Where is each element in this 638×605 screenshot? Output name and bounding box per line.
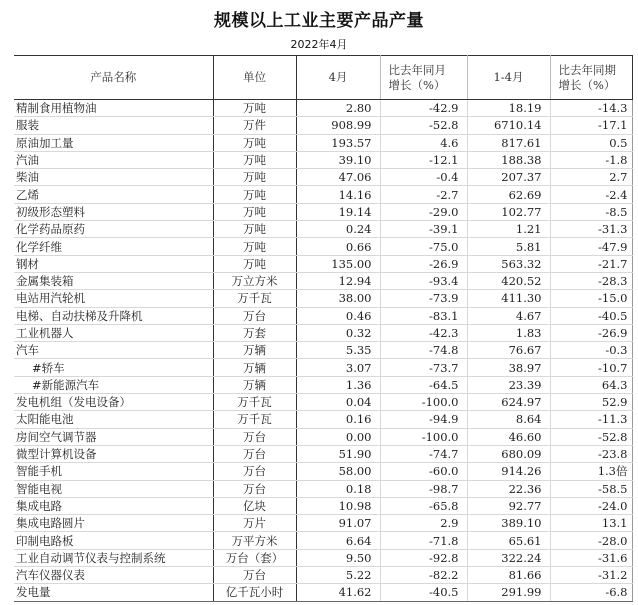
- table-header-row: [14, 56, 632, 100]
- month-value-cell: 5.22: [296, 567, 380, 584]
- cumulative-growth-cell: -23.8: [550, 445, 632, 462]
- cumulative-growth-cell: -31.2: [550, 567, 632, 584]
- unit-cell: 亿千瓦小时: [213, 584, 296, 601]
- table-row: [14, 255, 632, 272]
- table-row: [14, 134, 632, 151]
- product-name-cell: 集成电路: [14, 497, 213, 514]
- column-header-cumulative: 1-4月: [467, 56, 550, 100]
- month-growth-cell: -0.4: [380, 169, 467, 186]
- product-name-cell: 精制食用植物油: [14, 100, 213, 117]
- unit-cell: 万吨: [213, 221, 296, 238]
- month-growth-cell: -83.1: [380, 307, 467, 324]
- table-body: [14, 100, 632, 602]
- cumulative-growth-cell: 2.7: [550, 169, 632, 186]
- column-header-product-name: 产品名称: [14, 56, 213, 100]
- month-value-cell: 1.36: [296, 376, 380, 393]
- month-growth-cell: -94.9: [380, 411, 467, 428]
- month-growth-cell: -98.7: [380, 480, 467, 497]
- cumulative-growth-cell: -47.9: [550, 238, 632, 255]
- month-value-cell: 12.94: [296, 272, 380, 289]
- month-growth-cell: -65.8: [380, 497, 467, 514]
- unit-cell: 万千瓦: [213, 394, 296, 411]
- cumulative-growth-cell: -21.7: [550, 255, 632, 272]
- table-row: [14, 584, 632, 601]
- cumulative-value-cell: 322.24: [467, 549, 550, 566]
- month-value-cell: 38.00: [296, 290, 380, 307]
- product-name-cell: 印制电路板: [14, 532, 213, 549]
- month-growth-cell: -100.0: [380, 428, 467, 445]
- month-growth-cell: -42.3: [380, 324, 467, 341]
- product-name-cell: 乙烯: [14, 186, 213, 203]
- month-value-cell: 0.24: [296, 221, 380, 238]
- cumulative-value-cell: 23.39: [467, 376, 550, 393]
- product-name-cell: 电站用汽轮机: [14, 290, 213, 307]
- month-value-cell: 5.35: [296, 342, 380, 359]
- cumulative-value-cell: 624.97: [467, 394, 550, 411]
- cumulative-growth-cell: -0.3: [550, 342, 632, 359]
- unit-cell: 万台: [213, 307, 296, 324]
- unit-cell: 万辆: [213, 376, 296, 393]
- cum-growth-label-line1: 比去年同期: [558, 62, 616, 77]
- table-row: [14, 394, 632, 411]
- cumulative-value-cell: 6710.14: [467, 117, 550, 134]
- month-growth-cell: -73.9: [380, 290, 467, 307]
- product-name-cell: 电梯、自动扶梯及升降机: [14, 307, 213, 324]
- month-value-cell: 0.00: [296, 428, 380, 445]
- cumulative-value-cell: 65.61: [467, 532, 550, 549]
- product-name-cell: 汽车: [14, 342, 213, 359]
- month-value-cell: 193.57: [296, 134, 380, 151]
- cumulative-growth-cell: -58.5: [550, 480, 632, 497]
- table-row: [14, 411, 632, 428]
- column-header-unit: 单位: [213, 56, 296, 100]
- cumulative-value-cell: 22.36: [467, 480, 550, 497]
- product-output-table: [14, 55, 633, 602]
- table-row: [14, 324, 632, 341]
- cumulative-value-cell: 914.26: [467, 463, 550, 480]
- unit-cell: 万吨: [213, 203, 296, 220]
- product-name-cell: 初级形态塑料: [14, 203, 213, 220]
- unit-cell: 万件: [213, 117, 296, 134]
- month-growth-label-line2: 增长（%）: [388, 77, 446, 92]
- cumulative-growth-cell: -31.6: [550, 549, 632, 566]
- cumulative-value-cell: 18.19: [467, 100, 550, 117]
- cumulative-value-cell: 76.67: [467, 342, 550, 359]
- product-name-cell: 原油加工量: [14, 134, 213, 151]
- unit-cell: 万套: [213, 324, 296, 341]
- product-name-cell: 发电量: [14, 584, 213, 601]
- cumulative-growth-cell: -31.3: [550, 221, 632, 238]
- table-row: [14, 221, 632, 238]
- column-header-month: 4月: [296, 56, 380, 100]
- cumulative-growth-cell: -26.9: [550, 324, 632, 341]
- month-value-cell: 91.07: [296, 515, 380, 532]
- cumulative-value-cell: 38.97: [467, 359, 550, 376]
- cumulative-value-cell: 188.38: [467, 151, 550, 168]
- month-value-cell: 58.00: [296, 463, 380, 480]
- unit-cell: 万辆: [213, 342, 296, 359]
- cumulative-value-cell: 680.09: [467, 445, 550, 462]
- product-name-cell: 房间空气调节器: [14, 428, 213, 445]
- product-name-cell: #轿车: [14, 359, 213, 376]
- cumulative-value-cell: 8.64: [467, 411, 550, 428]
- cumulative-growth-cell: -17.1: [550, 117, 632, 134]
- unit-cell: 亿块: [213, 497, 296, 514]
- cumulative-growth-cell: 13.1: [550, 515, 632, 532]
- month-value-cell: 0.66: [296, 238, 380, 255]
- cumulative-growth-cell: -6.8: [550, 584, 632, 601]
- table-row: [14, 203, 632, 220]
- product-name-cell: 太阳能电池: [14, 411, 213, 428]
- product-name-cell: 智能手机: [14, 463, 213, 480]
- cumulative-value-cell: 62.69: [467, 186, 550, 203]
- cumulative-growth-cell: -1.8: [550, 151, 632, 168]
- month-growth-cell: -71.8: [380, 532, 467, 549]
- month-value-cell: 10.98: [296, 497, 380, 514]
- product-name-cell: 微型计算机设备: [14, 445, 213, 462]
- unit-cell: 万台: [213, 480, 296, 497]
- month-value-cell: 135.00: [296, 255, 380, 272]
- product-name-cell: 化学药品原药: [14, 221, 213, 238]
- cumulative-value-cell: 1.21: [467, 221, 550, 238]
- month-value-cell: 41.62: [296, 584, 380, 601]
- month-value-cell: 3.07: [296, 359, 380, 376]
- table-row: [14, 445, 632, 462]
- unit-cell: 万台: [213, 567, 296, 584]
- table-row: [14, 480, 632, 497]
- table-row: [14, 169, 632, 186]
- product-name-cell: 金属集装箱: [14, 272, 213, 289]
- month-growth-cell: -42.9: [380, 100, 467, 117]
- month-growth-cell: -60.0: [380, 463, 467, 480]
- month-value-cell: 19.14: [296, 203, 380, 220]
- cumulative-value-cell: 389.10: [467, 515, 550, 532]
- month-growth-cell: -12.1: [380, 151, 467, 168]
- unit-cell: 万吨: [213, 134, 296, 151]
- table-row: [14, 428, 632, 445]
- table-row: [14, 532, 632, 549]
- page-title: 规模以上工业主要产品产量: [214, 11, 424, 31]
- month-growth-cell: -64.5: [380, 376, 467, 393]
- cumulative-value-cell: 291.99: [467, 584, 550, 601]
- cumulative-growth-cell: -40.5: [550, 307, 632, 324]
- cum-growth-label-line2: 增长（%）: [558, 77, 616, 92]
- table-row: [14, 376, 632, 393]
- month-value-cell: 47.06: [296, 169, 380, 186]
- cumulative-value-cell: 563.32: [467, 255, 550, 272]
- month-growth-cell: -74.8: [380, 342, 467, 359]
- table-row: [14, 342, 632, 359]
- product-name-cell: 化学纤维: [14, 238, 213, 255]
- cumulative-growth-cell: -52.8: [550, 428, 632, 445]
- cumulative-growth-cell: -10.7: [550, 359, 632, 376]
- cumulative-growth-cell: 52.9: [550, 394, 632, 411]
- cumulative-value-cell: 46.60: [467, 428, 550, 445]
- cumulative-value-cell: 420.52: [467, 272, 550, 289]
- table-row: [14, 238, 632, 255]
- month-growth-cell: -40.5: [380, 584, 467, 601]
- month-value-cell: 0.46: [296, 307, 380, 324]
- product-name-cell: 工业自动调节仪表与控制系统: [14, 549, 213, 566]
- table-row: [14, 290, 632, 307]
- unit-cell: 万平方米: [213, 532, 296, 549]
- month-growth-cell: -39.1: [380, 221, 467, 238]
- cumulative-value-cell: 5.81: [467, 238, 550, 255]
- table-row: [14, 186, 632, 203]
- cumulative-growth-cell: -8.5: [550, 203, 632, 220]
- column-header-month-growth: [380, 56, 467, 100]
- table-row: [14, 463, 632, 480]
- month-value-cell: 9.50: [296, 549, 380, 566]
- cumulative-growth-cell: -11.3: [550, 411, 632, 428]
- cumulative-growth-cell: -28.0: [550, 532, 632, 549]
- table-row: [14, 497, 632, 514]
- table-row: [14, 549, 632, 566]
- table-row: [14, 151, 632, 168]
- product-name-cell: #新能源汽车: [14, 376, 213, 393]
- cumulative-value-cell: 92.77: [467, 497, 550, 514]
- month-growth-cell: -74.7: [380, 445, 467, 462]
- product-name-cell: 工业机器人: [14, 324, 213, 341]
- product-name-cell: 服装: [14, 117, 213, 134]
- table-row: [14, 100, 632, 117]
- table-row: [14, 307, 632, 324]
- cumulative-growth-cell: -28.3: [550, 272, 632, 289]
- unit-cell: 万吨: [213, 100, 296, 117]
- month-value-cell: 0.32: [296, 324, 380, 341]
- cumulative-growth-cell: -15.0: [550, 290, 632, 307]
- table-row: [14, 117, 632, 134]
- unit-cell: 万台: [213, 463, 296, 480]
- column-header-cumulative-growth: [550, 56, 632, 100]
- month-growth-cell: -82.2: [380, 567, 467, 584]
- unit-cell: 万片: [213, 515, 296, 532]
- month-growth-cell: 2.9: [380, 515, 467, 532]
- table-row: [14, 515, 632, 532]
- month-growth-cell: -52.8: [380, 117, 467, 134]
- month-value-cell: 0.16: [296, 411, 380, 428]
- month-value-cell: 6.64: [296, 532, 380, 549]
- table-row: [14, 567, 632, 584]
- cumulative-growth-cell: -24.0: [550, 497, 632, 514]
- unit-cell: 万吨: [213, 151, 296, 168]
- cumulative-value-cell: 81.66: [467, 567, 550, 584]
- month-growth-cell: -2.7: [380, 186, 467, 203]
- product-name-cell: 钢材: [14, 255, 213, 272]
- cumulative-growth-cell: -14.3: [550, 100, 632, 117]
- month-growth-cell: 4.6: [380, 134, 467, 151]
- cumulative-value-cell: 207.37: [467, 169, 550, 186]
- product-name-cell: 集成电路圆片: [14, 515, 213, 532]
- month-value-cell: 0.18: [296, 480, 380, 497]
- unit-cell: 万千瓦: [213, 411, 296, 428]
- cumulative-growth-cell: 0.5: [550, 134, 632, 151]
- table-row: [14, 359, 632, 376]
- unit-cell: 万吨: [213, 255, 296, 272]
- unit-cell: 万立方米: [213, 272, 296, 289]
- month-value-cell: 2.80: [296, 100, 380, 117]
- month-growth-cell: -92.8: [380, 549, 467, 566]
- cumulative-value-cell: 817.61: [467, 134, 550, 151]
- table-row: [14, 272, 632, 289]
- cumulative-growth-cell: -2.4: [550, 186, 632, 203]
- month-value-cell: 51.90: [296, 445, 380, 462]
- month-growth-cell: -29.0: [380, 203, 467, 220]
- unit-cell: 万辆: [213, 359, 296, 376]
- product-name-cell: 发电机组（发电设备）: [14, 394, 213, 411]
- product-name-cell: 汽油: [14, 151, 213, 168]
- month-growth-cell: -73.7: [380, 359, 467, 376]
- month-growth-cell: -100.0: [380, 394, 467, 411]
- month-value-cell: 14.16: [296, 186, 380, 203]
- month-value-cell: 908.99: [296, 117, 380, 134]
- report-period: 2022年4月: [290, 38, 348, 51]
- cumulative-value-cell: 1.83: [467, 324, 550, 341]
- product-name-cell: 汽车仪器仪表: [14, 567, 213, 584]
- unit-cell: 万千瓦: [213, 290, 296, 307]
- month-growth-cell: -93.4: [380, 272, 467, 289]
- product-name-cell: 智能电视: [14, 480, 213, 497]
- cumulative-value-cell: 411.30: [467, 290, 550, 307]
- unit-cell: 万台: [213, 445, 296, 462]
- unit-cell: 万台（套）: [213, 549, 296, 566]
- unit-cell: 万台: [213, 428, 296, 445]
- month-growth-cell: -26.9: [380, 255, 467, 272]
- month-value-cell: 0.04: [296, 394, 380, 411]
- cumulative-value-cell: 4.67: [467, 307, 550, 324]
- cumulative-growth-cell: 1.3倍: [550, 463, 632, 480]
- product-name-cell: 柴油: [14, 169, 213, 186]
- unit-cell: 万吨: [213, 238, 296, 255]
- month-growth-cell: -75.0: [380, 238, 467, 255]
- month-growth-label-line1: 比去年同月: [388, 62, 446, 77]
- unit-cell: 万吨: [213, 186, 296, 203]
- unit-cell: 万吨: [213, 169, 296, 186]
- month-value-cell: 39.10: [296, 151, 380, 168]
- cumulative-value-cell: 102.77: [467, 203, 550, 220]
- cumulative-growth-cell: 64.3: [550, 376, 632, 393]
